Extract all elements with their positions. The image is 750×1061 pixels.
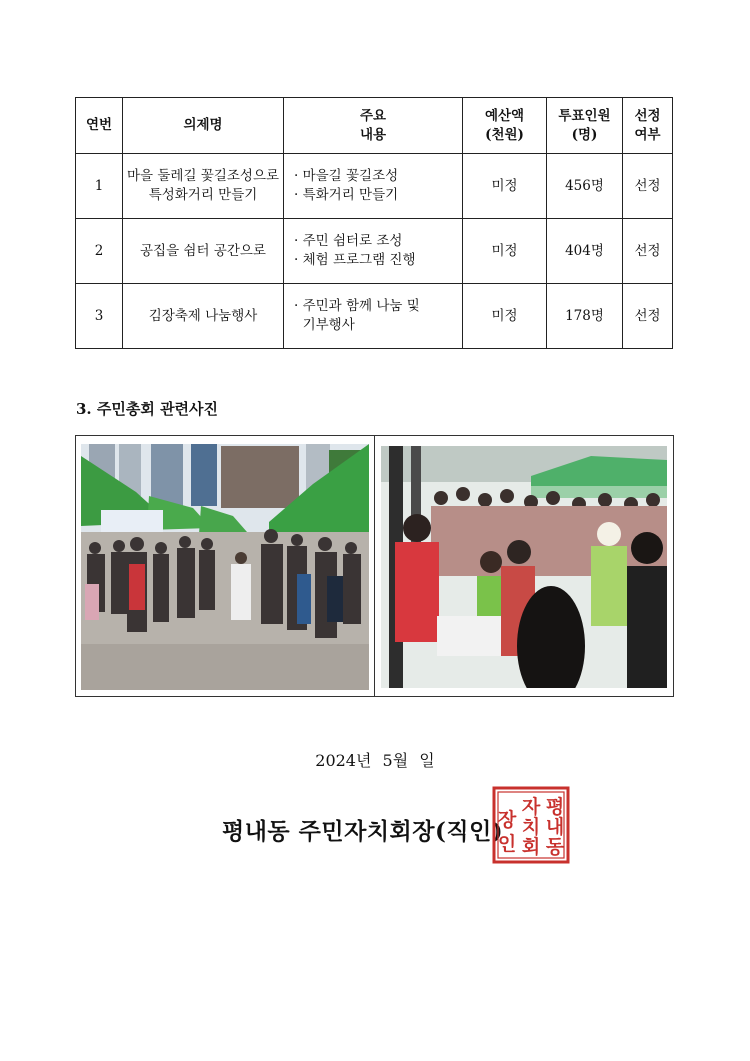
photo-frame: [75, 435, 674, 697]
row-no: 1: [76, 154, 123, 219]
header-budget: [463, 98, 547, 154]
sharing-event-photo: [381, 446, 667, 688]
table-row: [76, 154, 673, 219]
seal-character: 동: [545, 836, 565, 858]
header-no: 연번: [76, 98, 123, 154]
row-agenda: [123, 284, 284, 349]
header-votes: [547, 98, 623, 154]
row-votes: 178명: [547, 284, 623, 349]
photo-cell-right: [375, 436, 673, 696]
row-selected: 선정: [623, 154, 673, 219]
seal-character: 회: [521, 836, 541, 858]
content-line: · 마을길 꽃길조성: [294, 168, 399, 184]
photo-cell-left: [76, 436, 375, 696]
agenda-table: [75, 97, 673, 349]
seal-character: 평: [545, 796, 565, 818]
row-content: [284, 284, 463, 349]
content-line: · 주민 쉼터로 조성: [294, 233, 403, 249]
row-budget: 미정: [463, 284, 547, 349]
header-content-line1: 주요: [359, 107, 387, 124]
festival-street-photo: [81, 444, 369, 690]
header-content: [284, 98, 463, 154]
seal-character: 자: [521, 796, 541, 818]
row-votes: 404명: [547, 219, 623, 284]
seal-character: 내: [545, 816, 565, 838]
row-content: [284, 219, 463, 284]
header-selected-line1: 선정: [634, 107, 661, 124]
section-title: 3. 주민총회 관련사진: [76, 400, 219, 418]
agenda-line: 마을 둘레길 꽃길조성으로: [127, 168, 280, 184]
row-budget: 미정: [463, 219, 547, 284]
content-line: · 체험 프로그램 진행: [294, 252, 416, 268]
row-agenda: [123, 219, 284, 284]
agenda-line: 김장축제 나눔행사: [148, 307, 258, 324]
header-votes-line2: (명): [571, 126, 598, 143]
seal-character: 인: [497, 833, 517, 855]
row-selected: 선정: [623, 284, 673, 349]
header-votes-line1: 투표인원: [558, 107, 611, 124]
row-votes: 456명: [547, 154, 623, 219]
row-no: 3: [76, 284, 123, 349]
table-row: [76, 219, 673, 284]
header-budget-line1: 예산액: [484, 107, 525, 124]
table-header-row: [76, 98, 673, 154]
row-selected: 선정: [623, 219, 673, 284]
header-budget-line2: (천원): [485, 126, 524, 143]
seal-character: 장: [497, 809, 517, 831]
row-content: [284, 154, 463, 219]
content-line: · 주민과 함께 나눔 및: [294, 298, 420, 314]
header-selected-line2: 여부: [634, 126, 661, 143]
content-line: 기부행사: [294, 317, 355, 333]
row-budget: 미정: [463, 154, 547, 219]
header-agenda: 의제명: [123, 98, 284, 154]
seal-character: 치: [521, 816, 541, 838]
agenda-line: 특성화거리 만들기: [148, 187, 258, 203]
header-content-line2: 내용: [359, 126, 387, 143]
header-selected: [623, 98, 673, 154]
signature-line: 평내동 주민자치회장(직인): [222, 818, 504, 845]
row-no: 2: [76, 219, 123, 284]
content-line: · 특화거리 만들기: [294, 187, 399, 203]
agenda-line: 공집을 쉼터 공간으로: [140, 242, 266, 259]
official-seal-stamp: [492, 786, 570, 864]
date-line: 2024년 5월 일: [315, 751, 435, 770]
row-agenda: [123, 154, 284, 219]
table-row: [76, 284, 673, 349]
